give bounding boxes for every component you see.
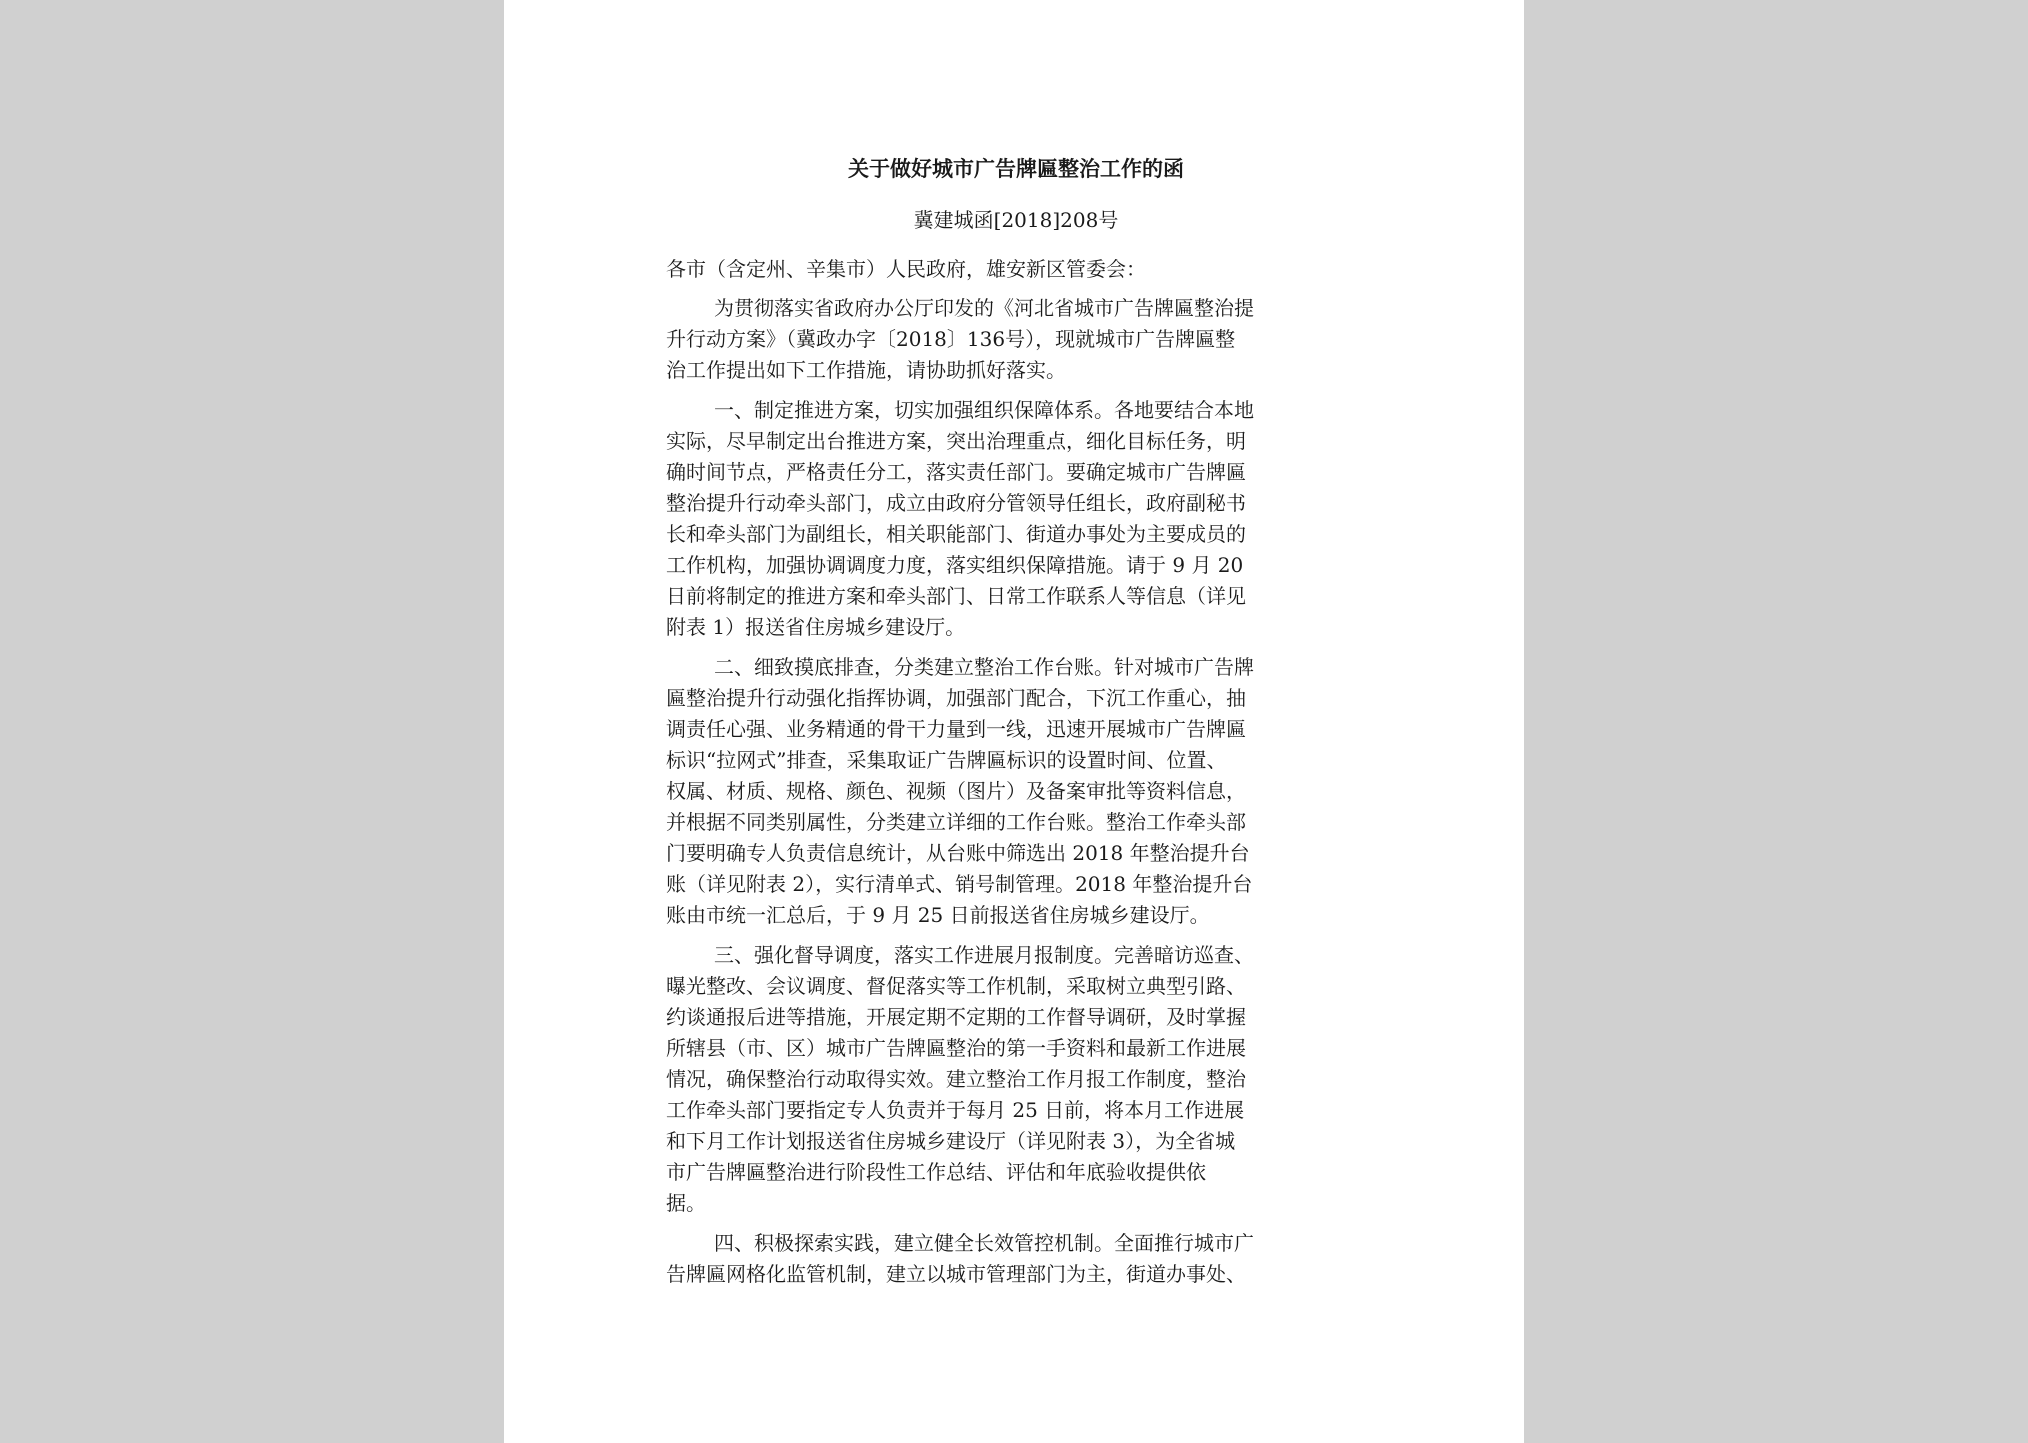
paragraph-line: 附表 1）报送省住房城乡建设厅。 [666,615,966,639]
paragraph-line: 并根据不同类别属性，分类建立详细的工作台账。整治工作牵头部 [666,810,1246,834]
paragraph-line: 标识“拉网式”排查，采集取证广告牌匾标识的设置时间、位置、 [666,748,1227,772]
paragraph-line: 权属、材质、规格、颜色、视频（图片）及备案审批等资料信息， [666,779,1246,803]
document-number: 冀建城函[2018]208号 [913,208,1119,232]
paragraph-line: 一、制定推进方案，切实加强组织保障体系。各地要结合本地 [714,398,1254,422]
paragraph-line: 三、强化督导调度，落实工作进展月报制度。完善暗访巡查、 [714,943,1254,967]
paragraph-line: 匾整治提升行动强化指挥协调，加强部门配合，下沉工作重心，抽 [666,686,1246,710]
paragraph-line: 二、细致摸底排查，分类建立整治工作台账。针对城市广告牌 [714,655,1254,679]
paragraph-line: 四、积极探索实践，建立健全长效管控机制。全面推行城市广 [714,1231,1254,1255]
paragraph-section-1 [666,395,1366,643]
paragraph-line: 门要明确专人负责信息统计，从台账中筛选出 2018 年整治提升台 [666,841,1250,865]
paragraph-line: 账（详见附表 2），实行清单式、销号制管理。2018 年整治提升台 [666,872,1253,896]
paragraph-line: 日前将制定的推进方案和牵头部门、日常工作联系人等信息（详见 [666,584,1246,608]
paragraph-line: 市广告牌匾整治进行阶段性工作总结、评估和年底验收提供依 [666,1160,1206,1184]
paragraph-line: 情况，确保整治行动取得实效。建立整治工作月报工作制度，整治 [666,1067,1246,1091]
paragraph-line: 为贯彻落实省政府办公厅印发的《河北省城市广告牌匾整治提 [714,296,1254,320]
paragraph-line: 和下月工作计划报送省住房城乡建设厅（详见附表 3），为全省城 [666,1129,1236,1153]
paragraph-line: 约谈通报后进等措施，开展定期不定期的工作督导调研，及时掌握 [666,1005,1246,1029]
document-content [666,140,1366,1299]
paragraph-line: 长和牵头部门为副组长，相关职能部门、街道办事处为主要成员的 [666,522,1246,546]
paragraph-section-4 [666,1228,1366,1290]
paragraph-intro [666,293,1366,386]
paragraph-line: 曝光整改、会议调度、督促落实等工作机制，采取树立典型引路、 [666,974,1246,998]
paragraph-line: 所辖县（市、区）城市广告牌匾整治的第一手资料和最新工作进展 [666,1036,1246,1060]
document-page [504,0,1524,1443]
document-title: 关于做好城市广告牌匾整治工作的函 [848,156,1184,181]
paragraph-line: 工作机构，加强协调调度力度，落实组织保障措施。请于 9 月 20 [666,553,1244,577]
salutation: 各市（含定州、辛集市）人民政府，雄安新区管委会： [666,257,1146,281]
paragraph-line: 据。 [666,1191,706,1215]
paragraph-line: 告牌匾网格化监管机制，建立以城市管理部门为主，街道办事处、 [666,1262,1246,1286]
paragraph-section-3 [666,940,1366,1219]
paragraph-line: 工作牵头部门要指定专人负责并于每月 25 日前，将本月工作进展 [666,1098,1245,1122]
paragraph-line: 确时间节点，严格责任分工，落实责任部门。要确定城市广告牌匾 [666,460,1246,484]
paragraph-line: 实际，尽早制定出台推进方案，突出治理重点，细化目标任务，明 [666,429,1246,453]
paragraph-line: 治工作提出如下工作措施，请协助抓好落实。 [666,358,1066,382]
paragraph-line: 升行动方案》（冀政办字〔2018〕136号），现就城市广告牌匾整 [666,327,1236,351]
paragraph-line: 整治提升行动牵头部门，成立由政府分管领导任组长，政府副秘书 [666,491,1246,515]
paragraph-line: 账由市统一汇总后，于 9 月 25 日前报送省住房城乡建设厅。 [666,903,1210,927]
paragraph-line: 调责任心强、业务精通的骨干力量到一线，迅速开展城市广告牌匾 [666,717,1246,741]
paragraph-section-2 [666,652,1366,931]
